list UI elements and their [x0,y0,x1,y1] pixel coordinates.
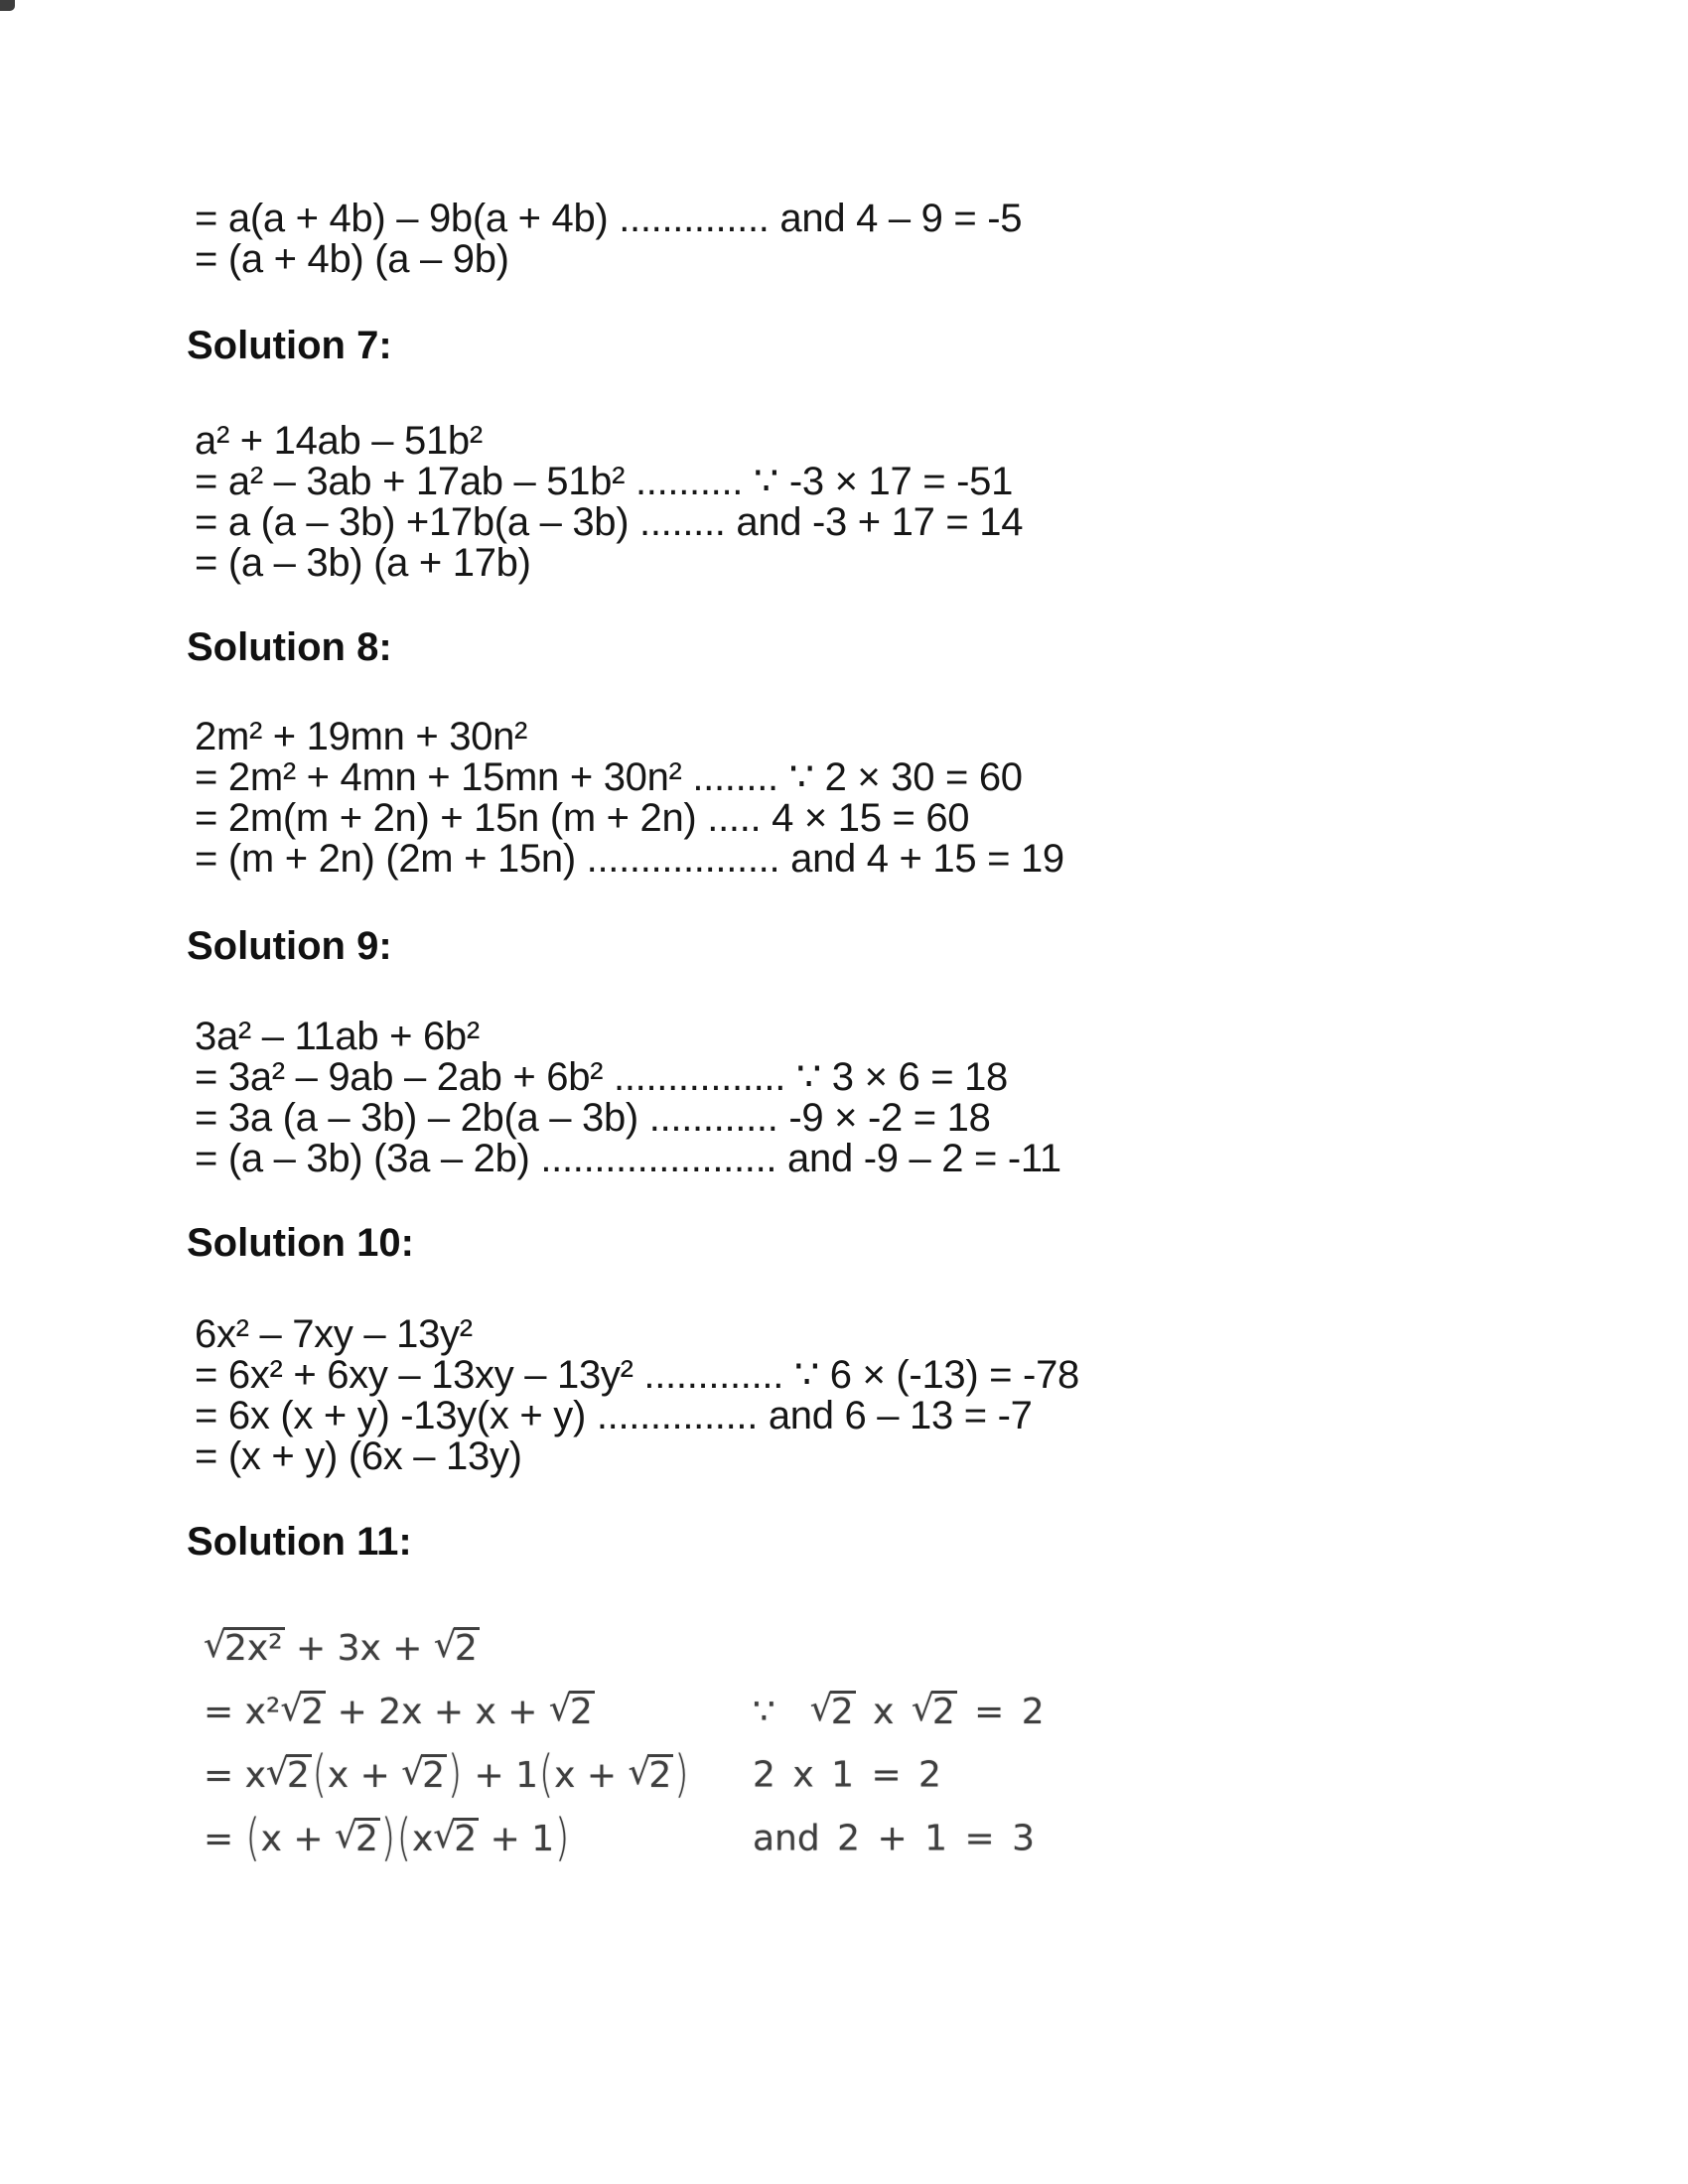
solution-8-body [195,717,1064,880]
sqrt-radical [911,1689,957,1732]
math-row [204,1807,1395,1870]
sqrt-radical [401,1752,447,1796]
tall-paren: ) [674,1745,689,1804]
equation-line: 6x² – 7xy – 13y² [195,1312,473,1356]
tall-paren: ) [448,1745,463,1804]
radical-sign: √ [204,1625,226,1666]
radical-sign: √ [265,1752,289,1793]
radical-sign: √ [628,1752,651,1793]
math-text: = x [204,1755,266,1796]
sqrt-radical [280,1689,326,1732]
equation-line: = (m + 2n) (2m + 15n) .................. and 4 + 15 = 19 [195,837,1064,881]
radicand: 2 [648,1755,672,1796]
tall-paren: ( [312,1745,327,1804]
sqrt-radical [548,1689,595,1732]
radicand: 2 [454,1628,478,1669]
equation-line: = (a – 3b) (3a – 2b) ...................... and -9 – 2 = -11 [195,1137,1061,1180]
math-row [204,1680,1395,1743]
math-text: = x² [204,1692,281,1732]
sqrt-radical [628,1752,673,1796]
equation-line: = 2m² + 4mn + 15mn + 30n² ........ ∵ 2 × 30 = 60 [195,755,1023,799]
math-text: + 1 [463,1755,539,1796]
radical-sign: √ [335,1816,357,1856]
radicand: 2 [422,1755,446,1796]
radicand: 2 [286,1755,310,1796]
radical-sign: √ [809,1689,833,1729]
math-annotation [753,1819,1035,1859]
math-text: x [411,1819,434,1859]
radicand: 2 [569,1692,593,1732]
math-annotation [753,1755,941,1796]
equation-line: = (a – 3b) (a + 17b) [195,541,531,585]
math-text: x + [554,1755,629,1796]
radicand: 2x² [223,1628,283,1669]
sqrt-radical [809,1689,856,1732]
math-text: and 2 + 1 = 3 [753,1818,1035,1859]
sqrt-radical [335,1816,380,1859]
solution-10-body [195,1314,1079,1477]
radical-sign: √ [433,1625,457,1666]
math-text: + 3x + [284,1628,434,1669]
equation-line: = a² – 3ab + 17ab – 51b² .......... ∵ -3 × 17 = -51 [195,460,1014,503]
math-row [204,1743,1395,1807]
sqrt-radical [204,1625,285,1669]
solution-10-heading: Solution 10: [187,1221,414,1265]
equation-line: = 3a² – 9ab – 2ab + 6b² ................ ∵ 3 × 6 = 18 [195,1055,1008,1099]
sqrt-radical [433,1625,480,1669]
equation-line: = a(a + 4b) – 9b(a + 4b) .............. and 4 – 9 = -5 [195,197,1023,240]
equation-line: 3a² – 11ab + 6b² [195,1015,480,1058]
tall-paren: ( [245,1809,260,1867]
math-text: x + [327,1755,402,1796]
math-expression [204,1745,689,1804]
radicand: 2 [830,1692,854,1732]
sqrt-radical [265,1752,312,1796]
math-expression [204,1691,595,1732]
solution-7-heading: Solution 7: [187,324,392,367]
solution-7-body [195,421,1023,584]
math-text: = [204,1819,245,1859]
math-text: 2 x 1 = 2 [753,1754,941,1796]
tall-paren: ) [380,1809,395,1867]
intro-block [195,199,1022,280]
radical-sign: √ [401,1752,425,1793]
math-annotation [753,1691,1045,1732]
tall-paren: ( [396,1809,411,1867]
equation-line: = 3a (a – 3b) – 2b(a – 3b) ............ -9 × -2 = 18 [195,1096,991,1140]
math-text: + 2x + x + [326,1692,549,1732]
math-row [204,1616,1395,1680]
radicand: 2 [931,1692,955,1732]
equation-line: = (x + y) (6x – 13y) [195,1434,522,1478]
math-expression [204,1627,480,1669]
equation-line: = a (a – 3b) +17b(a – 3b) ........ and -3 + 17 = 14 [195,500,1024,544]
radicand: 2 [454,1819,478,1859]
math-text: ∵ [753,1692,810,1732]
radical-sign: √ [911,1689,934,1729]
equation-line: = 6x² + 6xy – 13xy – 13y² ............. ∵ 6 × (-13) = -78 [195,1353,1079,1397]
radicand: 2 [301,1692,325,1732]
radical-sign: √ [433,1816,457,1856]
solution-8-heading: Solution 8: [187,625,392,669]
equation-line: = 6x (x + y) -13y(x + y) ............... and 6 – 13 = -7 [195,1394,1033,1437]
scan-corner-artifact [0,0,15,11]
tall-paren: ) [555,1809,570,1867]
math-expression [204,1809,570,1867]
solution-11-heading: Solution 11: [187,1520,412,1564]
solution-9-heading: Solution 9: [187,924,392,968]
solution-9-body [195,1017,1061,1179]
equation-line: = 2m(m + 2n) + 15n (m + 2n) ..... 4 × 15 = 60 [195,796,970,840]
radicand: 2 [354,1819,378,1859]
radical-sign: √ [548,1689,572,1729]
equation-line: = (a + 4b) (a – 9b) [195,237,509,281]
math-text: x [855,1692,912,1732]
sqrt-radical [433,1816,479,1859]
tall-paren: ( [539,1745,554,1804]
radical-sign: √ [280,1689,304,1729]
math-text: = 2 [956,1692,1045,1732]
solution-11-math-figure [204,1616,1395,1870]
math-text: x + [260,1819,336,1859]
math-text: + 1 [479,1819,555,1859]
equation-line: a² + 14ab – 51b² [195,419,483,463]
equation-line: 2m² + 19mn + 30n² [195,715,528,758]
